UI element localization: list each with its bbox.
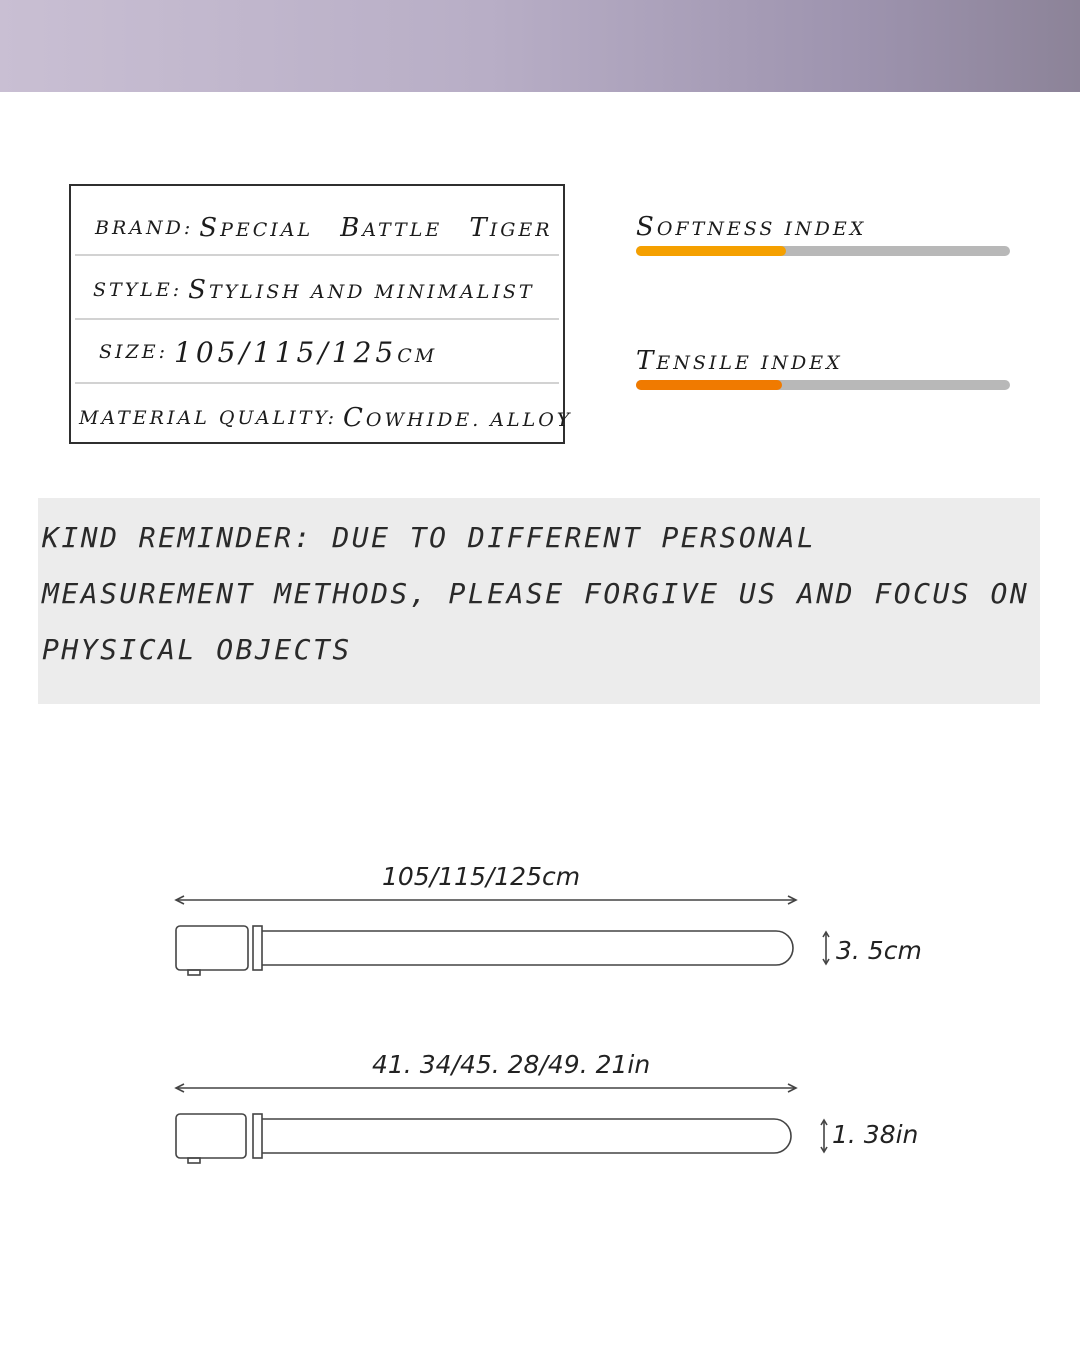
material-cap: C [343,403,366,433]
spec-row-material [71,386,573,450]
brand-rest-2: ATTLE [362,219,443,241]
belt-diagram-in [0,1048,1080,1188]
spec-table [69,184,573,444]
tensile-fill [636,380,782,390]
softness-meter [636,212,1012,256]
top-banner [0,0,1080,92]
brand-rest-1: PECIAL [220,219,314,241]
spec-divider [75,382,559,384]
belt-length-label-cm: 105/115/125cm [382,862,581,891]
style-cap: S [188,275,209,305]
belt-width-label-cm: 3. 5cm [836,936,922,965]
buckle-tab [188,1158,200,1163]
belt-diagram-cm [0,860,1080,1000]
size-unit: CM [397,344,438,367]
brand-key: BRAND: [95,217,194,239]
material-rest: OWHIDE. ALLOY [365,409,573,431]
size-key: SIZE: [99,341,168,363]
buckle-icon [176,926,248,970]
brand-cap-3: T [469,213,490,243]
softness-label: SOFTNESS INDEX [636,212,867,242]
style-rest: TYLISH AND MINIMALIST [208,281,535,303]
belt-drawing-cm [0,860,1080,1000]
brand-cap-2: B [340,213,363,243]
strap-body [262,1119,791,1153]
spec-row-size [71,320,563,384]
strap-body [262,931,793,965]
spec-row-style [71,258,563,322]
tensile-track [636,380,1010,390]
buckle-icon [176,1114,246,1158]
belt-length-label-in: 41. 34/45. 28/49. 21in [372,1050,651,1079]
buckle-keeper [253,1114,262,1158]
softness-fill [636,246,786,256]
kind-reminder-text: KIND REMINDER: DUE TO DIFFERENT PERSONAL MEASUREMENT METHODS, PLEASE FORGIVE US AND FOCUS ON PHYSICAL OBJECTS [42,521,1030,666]
spec-divider [75,254,559,256]
tensile-meter [636,346,1012,390]
brand-cap-1: S [199,213,221,243]
buckle-keeper [253,926,262,970]
softness-track [636,246,1010,256]
brand-rest-3: IGER [489,219,553,241]
buckle-tab [188,970,200,975]
size-value: 105/115/125 [174,335,398,369]
spec-row-brand [71,196,563,260]
belt-drawing-in [0,1048,1080,1188]
style-key: STYLE: [93,279,183,301]
kind-reminder-box [38,498,1040,704]
material-key: MATERIAL QUALITY: [79,407,337,429]
tensile-label: TENSILE INDEX [636,346,843,376]
belt-width-label-in: 1. 38in [832,1120,919,1149]
